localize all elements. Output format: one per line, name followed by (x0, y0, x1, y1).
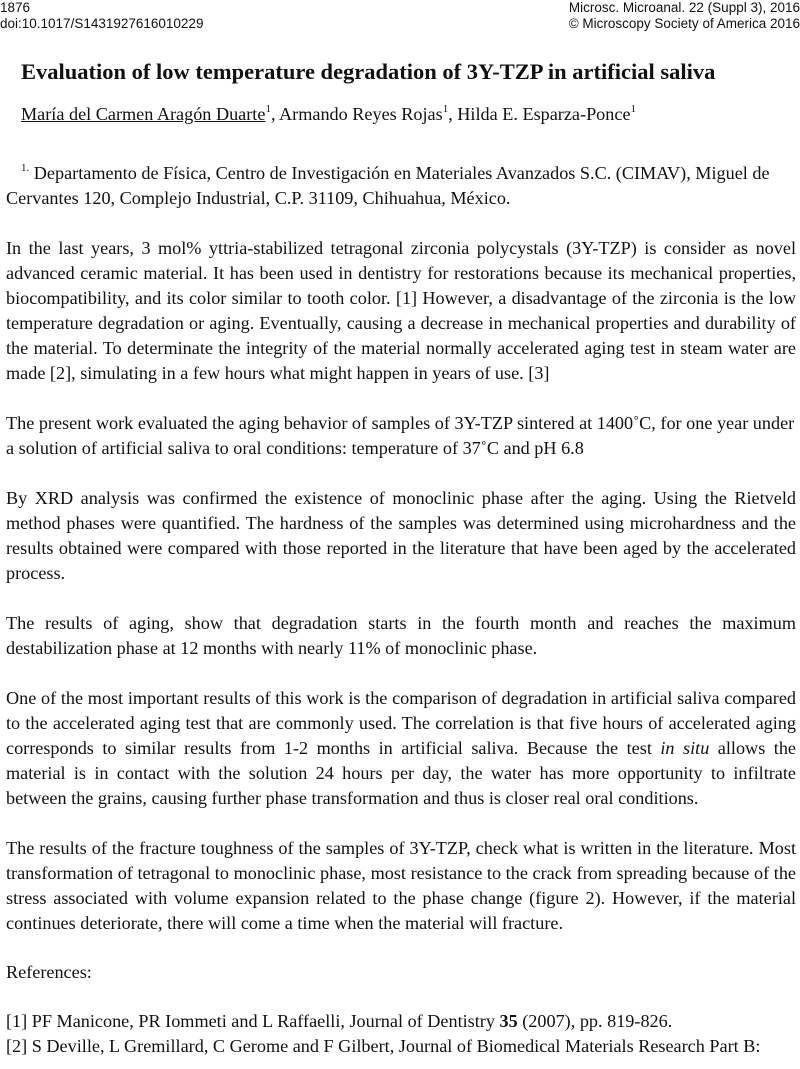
body-paragraph: The present work evaluated the aging behavior of samples of 3Y-TZP sintered at 1400˚C, for one year under a solution of artificial saliva to oral conditions: temperature of 37˚C and pH 6.8 (6, 413, 795, 458)
affiliation-marker: 1. (21, 161, 30, 174)
paper-body (6, 58, 796, 1059)
author-affiliation-marker: 1 (442, 102, 449, 115)
author-affiliation-marker: 1 (630, 102, 637, 115)
author-name: Armando Reyes Rojas (279, 104, 443, 124)
references-heading: References: (6, 962, 92, 982)
author-name: María del Carmen Aragón Duarte (21, 104, 266, 124)
reference-item: [2] S Deville, L Gremillard, C Gerome and F Gilbert, Journal of Biomedical Materials Research Part B: (6, 1036, 761, 1056)
body-paragraph: One of the most important results of this work is the comparison of degradation in artificial saliva compared to the accelerated aging test that are commonly used. The correlation is that five hours of accelerated aging corresponds to similar results from 1-2 months in artificial saliva. Because the test in situ allows the material is in contact with the solution 24 hours per day, the water has more opportunity to infiltrate between the grains, causing further phase transformation and thus is closer real oral conditions. (6, 688, 796, 808)
author-affiliation-marker: 1 (265, 102, 271, 115)
doi: doi:10.1017/S1431927616010229 (0, 15, 204, 31)
body-paragraph: The results of aging, show that degradation starts in the fourth month and reaches the maximum destabilization phase at 12 months with nearly 11% of monoclinic phase. (6, 613, 796, 658)
affiliation: $^{1.}$ Departamento de Física, Centro de Investigación en Materiales Avanzados S.C. (CIMAV), Miguel de Cervantes 120, Complejo Industrial, C.P. 31109, Chihuahua, México. (6, 161, 770, 208)
copyright: © Microscopy Society of America 2016 (568, 15, 800, 31)
body-paragraph: By XRD analysis was confirmed the existence of monoclinic phase after the aging. Using the Rietveld method phases were quantified. The hardness of the samples was determined using microhardness and the results obtained were compared with those reported in the literature that have been aged by the accelerated process. (6, 488, 796, 583)
header-right (569, 0, 800, 31)
paper-title: Evaluation of low temperature degradation of 3Y-TZP in artificial saliva (21, 59, 716, 84)
journal-citation: Microsc. Microanal. 22 (Suppl 3), 2016 (568, 0, 800, 15)
header-left (0, 0, 203, 31)
italic-term: in situ (660, 738, 710, 758)
reference-item: [1] PF Manicone, PR Iommeti and L Raffaelli, Journal of Dentistry 35 (2007), pp. 819-826. (6, 1011, 673, 1031)
author-list: María del Carmen Aragón Duarte$^1$, Armando Reyes Rojas$^1$, Hilda E. Esparza-Ponce$^1$ (21, 102, 637, 124)
author-name: Hilda E. Esparza-Ponce (457, 104, 631, 124)
page-number: 1876 (0, 0, 31, 15)
volume-number: 35 (499, 1011, 518, 1031)
running-header (0, 0, 800, 34)
body-paragraph: The results of the fracture toughness of the samples of 3Y-TZP, check what is written in the literature. Most transformation of tetragonal to monoclinic phase, most resistance to the crack from spreading because of the stress associated with volume expansion related to the phase change (figure 2). However, if the material continues deteriorate, there will come a time when the material will fracture. (6, 838, 796, 933)
body-paragraph: In the last years, 3 mol% yttria-stabilized tetragonal zirconia polycystals (3Y-TZP) is consider as novel advanced ceramic material. It has been used in dentistry for restorations because its mechanical properties, biocompatibility, and its color similar to tooth color. [1] However, a disadvantage of the zirconia is the low temperature degradation or aging. Eventually, causing a decrease in mechanical properties and durability of the material. To determinate the integrity of the material normally accelerated aging test in steam water are made [2], simulating in a few hours what might happen in years of use. [3] (6, 238, 796, 383)
